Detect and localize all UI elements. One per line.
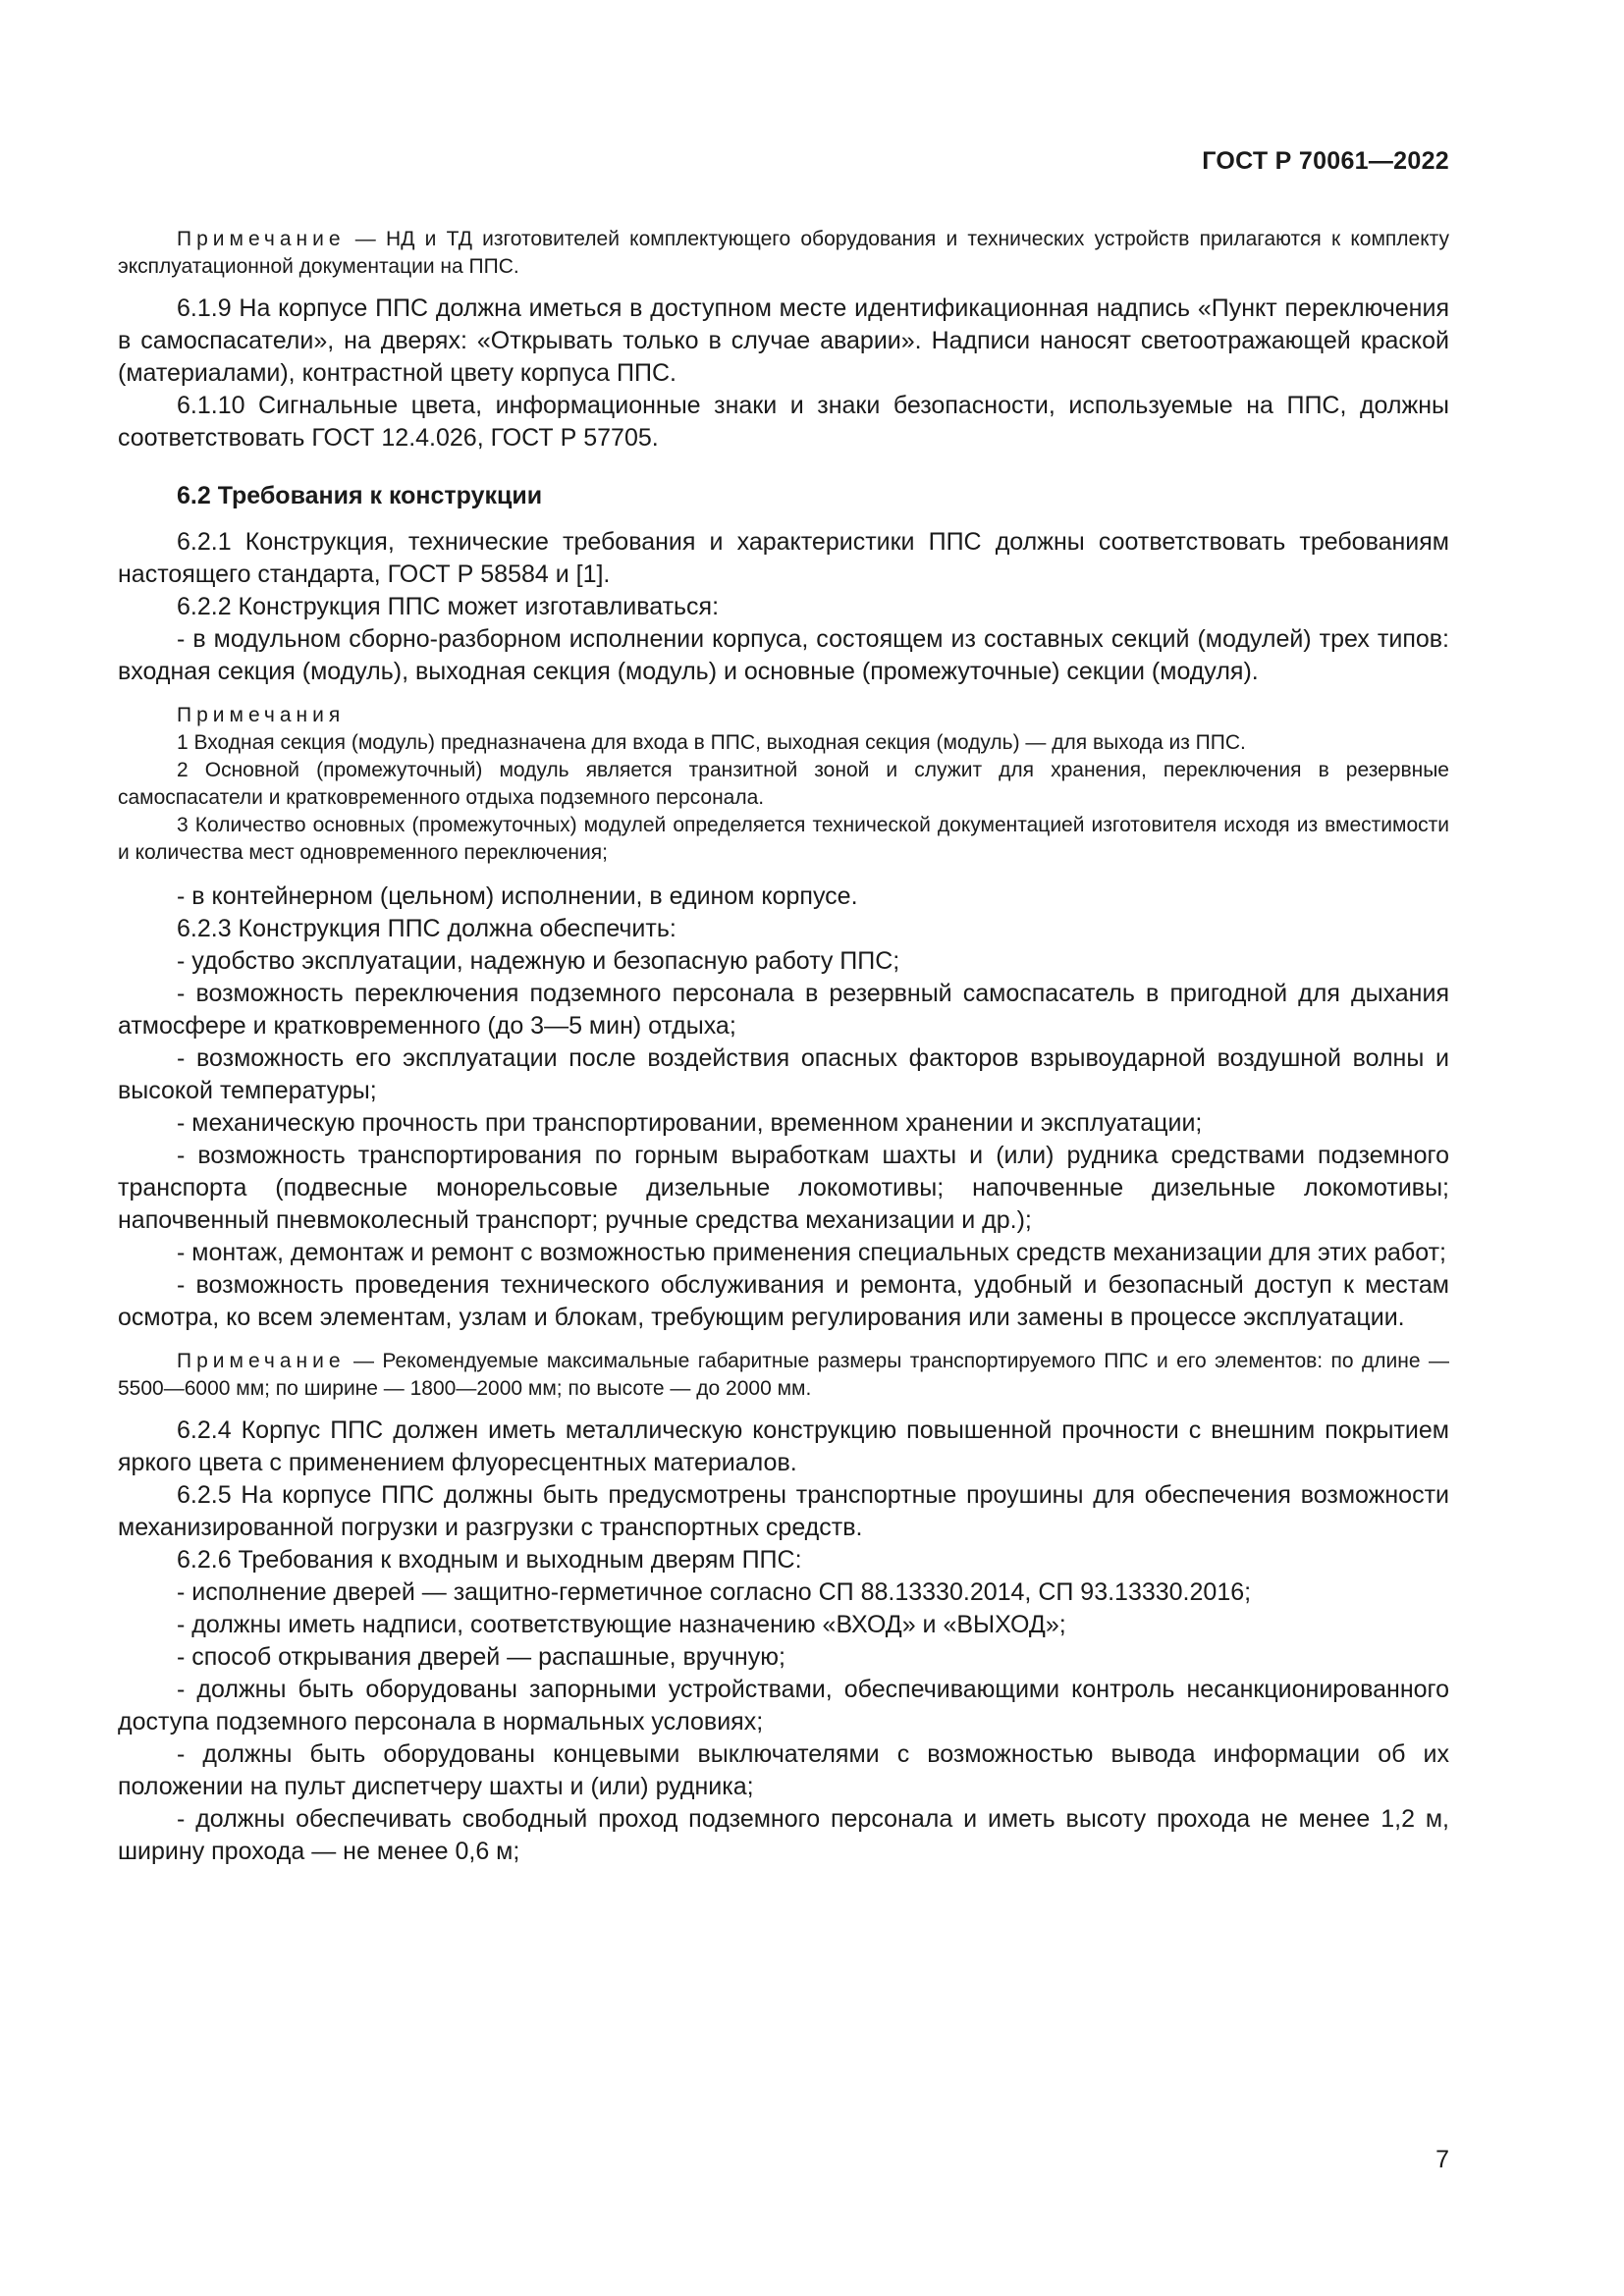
list-item-container: - в контейнерном (цельном) исполнении, в едином корпусе. [177, 882, 858, 910]
note-label: Примечание [177, 228, 346, 250]
notes-label: Примечания [177, 704, 346, 726]
list-item-modular: - в модульном сборно-разборном исполнении корпуса, состоящем из составных секций (модулей) трех типов: входная секция (модуль), выходная секция (модуль) и основные (промежуточные) секции (модуля). [118, 625, 1449, 685]
note-item-3: 3 Количество основных (промежуточных) модулей определяется технической документацией изготовителя исходя из вместимости и количества мест одновременного переключения; [118, 814, 1449, 864]
document-header: ГОСТ Р 70061—2022 [1202, 147, 1449, 175]
list-item: - монтаж, демонтаж и ремонт с возможностью применения специальных средств механизации для этих работ; [177, 1239, 1446, 1266]
note-paragraph [118, 226, 1449, 281]
document-page [118, 0, 1449, 2296]
note-paragraph [118, 1348, 1449, 1403]
paragraph-6-2-4: 6.2.4 Корпус ППС должен иметь металлическую конструкцию повышенной прочности с внешним покрытием яркого цвета с применением флуоресцентных материалов. [118, 1416, 1449, 1476]
page-number: 7 [1435, 2146, 1449, 2173]
paragraph-6-1-9: 6.1.9 На корпусе ППС должна иметься в доступном месте идентификационная надпись «Пункт переключения в самоспасатели», на дверях: «Открывать только в случае аварии». Надписи наносят светоотражающей краской (материалами), контрастной цвету корпуса ППС. [118, 294, 1449, 387]
paragraph-6-1-10: 6.1.10 Сигнальные цвета, информационные знаки и знаки безопасности, используемые на ППС, должны соответствовать ГОСТ 12.4.026, ГОСТ Р 57705. [118, 392, 1449, 452]
list-item: - удобство эксплуатации, надежную и безопасную работу ППС; [177, 947, 900, 975]
list-item: - должны иметь надписи, соответствующие назначению «ВХОД» и «ВЫХОД»; [177, 1611, 1066, 1638]
note-label: Примечание [177, 1350, 346, 1372]
list-item: - способ открывания дверей — распашные, вручную; [177, 1643, 785, 1671]
list-item: - должны быть оборудованы концевыми выключателями с возможностью вывода информации об их положении на пульт диспетчеру шахты и (или) рудника; [118, 1740, 1449, 1800]
note-text: — НД и ТД изготовителей комплектующего оборудования и технических устройств прилагаются к комплекту эксплуатационной документации на ППС. [118, 228, 1449, 278]
list-item: - возможность транспортирования по горным выработкам шахты и (или) рудника средствами подземного транспорта (подвесные монорельсовые дизельные локомотивы; напочвенные дизельные локомотивы; напочвенный пневмоколесный транспорт; ручные средства механизации и др.); [118, 1142, 1449, 1234]
note-item-2: 2 Основной (промежуточный) модуль является транзитной зоной и служит для хранения, переключения в резервные самоспасатели и кратковременного отдыха подземного персонала. [118, 759, 1449, 809]
paragraph-6-2-6: 6.2.6 Требования к входным и выходным дверям ППС: [177, 1546, 802, 1574]
list-item: - возможность его эксплуатации после воздействия опасных факторов взрывоударной воздушной волны и высокой температуры; [118, 1044, 1449, 1104]
note-text: — Рекомендуемые максимальные габаритные размеры транспортируемого ППС и его элементов: по длине — 5500—6000 мм; по ширине — 1800—2000 мм; по высоте — до 2000 мм. [118, 1350, 1449, 1400]
list-item: - должны быть оборудованы запорными устройствами, обеспечивающими контроль несанкционированного доступа подземного персонала в нормальных условиях; [118, 1676, 1449, 1735]
document-body [118, 226, 1449, 1868]
paragraph-6-2-3: 6.2.3 Конструкция ППС должна обеспечить: [177, 915, 677, 942]
section-heading-6-2: 6.2 Требования к конструкции [177, 482, 543, 509]
list-item: - должны обеспечивать свободный проход подземного персонала и иметь высоту прохода не менее 1,2 м, ширину прохода — не менее 0,6 м; [118, 1805, 1449, 1865]
paragraph-6-2-1: 6.2.1 Конструкция, технические требования и характеристики ППС должны соответствовать требованиям настоящего стандарта, ГОСТ Р 58584 и [1]. [118, 528, 1449, 588]
note-item-1: 1 Входная секция (модуль) предназначена для входа в ППС, выходная секция (модуль) — для выхода из ППС. [177, 731, 1246, 754]
list-item: - возможность проведения технического обслуживания и ремонта, удобный и безопасный доступ к местам осмотра, ко всем элементам, узлам и блокам, требующим регулирования или замены в процессе эксплуатации. [118, 1271, 1449, 1331]
paragraph-6-2-5: 6.2.5 На корпусе ППС должны быть предусмотрены транспортные проушины для обеспечения возможности механизированной погрузки и разгрузки с транспортных средств. [118, 1481, 1449, 1541]
paragraph-6-2-2: 6.2.2 Конструкция ППС может изготавливаться: [177, 593, 720, 620]
list-item: - возможность переключения подземного персонала в резервный самоспасатель в пригодной для дыхания атмосфере и кратковременного (до 3—5 мин) отдыха; [118, 980, 1449, 1040]
list-item: - исполнение дверей — защитно-герметичное согласно СП 88.13330.2014, СП 93.13330.2016; [177, 1578, 1252, 1606]
list-item: - механическую прочность при транспортировании, временном хранении и эксплуатации; [177, 1109, 1203, 1137]
